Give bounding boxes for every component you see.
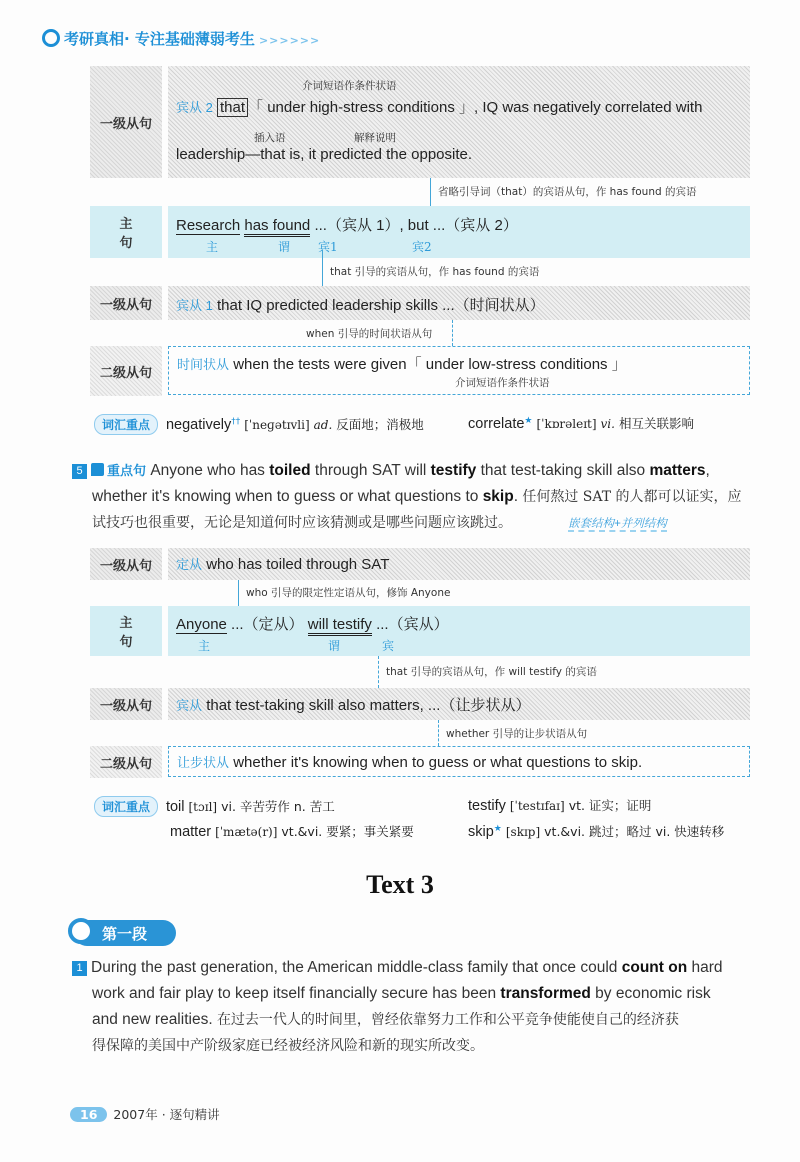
search-logo-icon bbox=[42, 29, 60, 47]
key-tag: 重点句 bbox=[107, 463, 147, 478]
text: that test-taking skill also bbox=[480, 462, 646, 479]
clause-row-b2r1 bbox=[90, 548, 750, 580]
connector-line bbox=[430, 178, 431, 206]
vocab-row-1 bbox=[94, 414, 424, 435]
clause-row-b1r3 bbox=[90, 346, 750, 396]
text-title: Text 3 bbox=[366, 870, 434, 899]
clause-label: 二级从句 bbox=[90, 346, 162, 396]
sentence-1 bbox=[72, 955, 762, 1059]
role-object1: 宾1 bbox=[318, 240, 338, 254]
role-object: 宾 bbox=[382, 639, 395, 653]
vocab-def: 相互关联影响 bbox=[618, 416, 694, 431]
vocab-word: skip bbox=[468, 824, 494, 840]
clause-body: whether it's knowing when to guess or what questions to skip. bbox=[233, 754, 643, 771]
page-number: 16 bbox=[70, 1107, 107, 1122]
note-that-object: that 引导的宾语从句，作 has found 的宾语 bbox=[330, 266, 540, 278]
star-icon: ★ bbox=[493, 823, 502, 834]
vocab-word: negatively bbox=[165, 417, 232, 433]
main-label: 主 句 bbox=[90, 206, 162, 258]
connector-line bbox=[438, 720, 439, 746]
flag-icon bbox=[91, 463, 104, 476]
vocab-word: testify bbox=[468, 798, 506, 814]
main-rest: ...（定从） bbox=[231, 616, 304, 633]
role-verb: 谓 bbox=[278, 240, 291, 254]
translation: 得保障的美国中产阶级家庭已经被经济风险和新的现实所改变。 bbox=[92, 1038, 484, 1054]
vocab-def: vi. 辛苦劳作 n. 苦工 bbox=[221, 799, 335, 814]
keyword: testify bbox=[430, 462, 477, 479]
clause-row-b2r3 bbox=[90, 746, 750, 778]
search-circle-icon bbox=[68, 918, 94, 944]
verb: will testify bbox=[308, 616, 372, 636]
clause-body: that test-taking skill also matters, ...（让步状从） bbox=[206, 697, 531, 714]
main-text bbox=[176, 613, 449, 634]
note-when: when 引导的时间状语从句 bbox=[306, 328, 433, 340]
clause-row-b1r1 bbox=[90, 66, 750, 178]
vocab-row-2b bbox=[468, 796, 651, 814]
clause-body: when the tests were given「 under low-stress conditions 」 bbox=[233, 356, 627, 373]
main-clause-row-b1 bbox=[90, 206, 750, 258]
clause-tag: 让步状从 bbox=[177, 755, 230, 770]
subject: Anyone bbox=[176, 616, 227, 633]
vocab-ipa: [skɪp] bbox=[505, 825, 541, 839]
vocab-word: correlate bbox=[468, 416, 525, 432]
sentence-number: 1 bbox=[72, 961, 87, 976]
connector-line bbox=[238, 580, 239, 606]
star-icon: †† bbox=[231, 416, 241, 427]
note-whether: whether 引导的让步状语从句 bbox=[446, 728, 588, 740]
sentence-number: 5 bbox=[72, 464, 87, 479]
translation: 在过去一代人的时间里，曾经依靠努力工作和公平竞争使能使自己的经济获 bbox=[216, 1012, 679, 1028]
vocab-def: vt.&vi. 要紧；事关紧要 bbox=[281, 824, 414, 839]
note-omitted-that: 省略引导词（that）的宾语从句，作 has found 的宾语 bbox=[438, 186, 697, 198]
vocab-def: vt. 证实；证明 bbox=[568, 798, 652, 813]
keyword: count on bbox=[621, 959, 688, 976]
footer-text: 2007年 · 逐句精讲 bbox=[113, 1107, 220, 1122]
vocab-ipa: [ˈtestɪfaɪ] bbox=[509, 799, 565, 813]
clause-label: 一级从句 bbox=[90, 688, 162, 720]
translation: 任何熬过 SAT 的人都可以证实，应 bbox=[522, 489, 742, 505]
text: through SAT will bbox=[314, 462, 427, 479]
text: by economic risk bbox=[595, 985, 711, 1002]
clause-box bbox=[168, 548, 750, 580]
clause-box bbox=[168, 688, 750, 720]
connector-line bbox=[452, 320, 453, 346]
brand: 考研真相 bbox=[64, 30, 125, 48]
bracket-phrase: 「 under high-stress conditions 」 bbox=[248, 99, 474, 116]
vocab-row-2a bbox=[94, 796, 335, 817]
vocab-pos: vi. bbox=[600, 417, 615, 431]
clause-box bbox=[168, 66, 750, 178]
star-icon: ★ bbox=[524, 415, 533, 426]
text: work and fair play to keep itself financially secure has been bbox=[92, 985, 497, 1002]
text: and new realities. bbox=[92, 1011, 213, 1028]
note-that: that 引导的宾语从句，作 will testify 的宾语 bbox=[386, 666, 597, 678]
vocab-row-2d bbox=[468, 822, 724, 840]
vocab-ipa: [ˈmætə(r)] bbox=[215, 825, 278, 839]
clause-tag: 时间状从 bbox=[177, 357, 230, 372]
main-text bbox=[176, 214, 518, 235]
clause-label: 一级从句 bbox=[90, 548, 162, 580]
clause-box bbox=[168, 746, 750, 777]
clause-body: that IQ predicted leadership skills ...（时间状从） bbox=[217, 297, 545, 314]
role-object2: 宾2 bbox=[412, 240, 432, 254]
text: Anyone who has bbox=[150, 462, 265, 479]
vocab-pos: ad. bbox=[313, 418, 333, 432]
vocab-tag: 词汇重点 bbox=[94, 414, 158, 435]
vocab-ipa: [ˈneɡətɪvli] bbox=[244, 418, 310, 432]
translation: 试技巧也很重要，无论是知道何时应该猜测或是哪些问题应该跳过。 bbox=[92, 515, 512, 531]
vocab-tag: 词汇重点 bbox=[94, 796, 158, 817]
keyword: toiled bbox=[269, 462, 311, 479]
text: whether it's knowing when to guess or what questions to bbox=[92, 488, 479, 505]
clause-tag: 宾从 1 bbox=[176, 298, 213, 313]
subject: Research bbox=[176, 217, 241, 234]
vocab-def: 反面地；消极地 bbox=[336, 417, 424, 432]
clause-box bbox=[168, 346, 750, 395]
clause-tag: 宾从 bbox=[176, 698, 203, 713]
vocab-def: vt.&vi. 跳过；略过 vi. 快速转移 bbox=[544, 824, 725, 839]
clause-label: 二级从句 bbox=[90, 746, 162, 778]
clause-body: who has toiled through SAT bbox=[206, 556, 390, 573]
role-subject: 主 bbox=[198, 639, 211, 653]
section-badge bbox=[74, 920, 176, 946]
main-box bbox=[168, 206, 750, 258]
note-explanation: 解释说明 bbox=[354, 132, 396, 144]
main-rest: ...（宾从 1）, but ...（宾从 2） bbox=[314, 217, 518, 234]
vocab-ipa: [ˈkɒrəleɪt] bbox=[536, 417, 597, 431]
text: hard bbox=[691, 959, 723, 976]
clause-tag: 定从 bbox=[176, 557, 203, 572]
page-footer bbox=[70, 1105, 220, 1123]
vocab-ipa: [tɔɪl] bbox=[188, 800, 218, 814]
connector-line bbox=[322, 250, 323, 286]
clause-rest: , IQ was negatively correlated with bbox=[474, 99, 703, 116]
clause-box bbox=[168, 286, 750, 320]
clause-text bbox=[176, 294, 545, 315]
clause-text bbox=[177, 353, 627, 374]
structure-note: 嵌套结构+并列结构 bbox=[568, 518, 667, 530]
vocab-row-2c bbox=[170, 822, 414, 840]
text: During the past generation, the American middle-class family that once could bbox=[91, 959, 618, 976]
page-header bbox=[42, 28, 320, 49]
main-label: 主 句 bbox=[90, 606, 162, 656]
connector-line bbox=[378, 656, 379, 688]
main-rest: ...（宾从） bbox=[376, 616, 449, 633]
vocab-word: matter bbox=[170, 824, 212, 840]
clause-row-b2r2 bbox=[90, 688, 750, 720]
note-adverbial: 介词短语作条件状语 bbox=[302, 80, 397, 92]
sentence-5: 5 重点句 Anyone who has toiled through SAT will testify that test-taking skill also matters, whether it's knowing when to guess or what questions to skip. 任何熬过 SAT 的人都可以证实，应 试技巧也很重要，无论是知道何时应该猜测或是哪些问题应该跳过。 嵌套结构+并列结构 bbox=[72, 458, 752, 537]
clause-text bbox=[176, 554, 389, 573]
keyword: skip bbox=[482, 488, 514, 505]
main-clause-row-b2 bbox=[90, 606, 750, 656]
role-verb: 谓 bbox=[328, 639, 341, 653]
keyword: transformed bbox=[500, 985, 591, 1002]
verb: has found bbox=[244, 217, 310, 237]
clause-text bbox=[177, 752, 642, 771]
note-who: who 引导的限定性定语从句，修饰 Anyone bbox=[246, 587, 451, 599]
vocab-row-1b bbox=[468, 414, 694, 432]
vocab-word: toil bbox=[165, 799, 185, 815]
clause-text-line1 bbox=[176, 96, 702, 117]
note-insertion: 插入语 bbox=[254, 132, 286, 144]
clause-label: 一级从句 bbox=[90, 286, 162, 320]
main-box bbox=[168, 606, 750, 656]
section-label: 第一段 bbox=[102, 924, 148, 943]
clause-text bbox=[176, 694, 530, 715]
role-subject: 主 bbox=[206, 240, 219, 254]
clause-label: 一级从句 bbox=[90, 66, 162, 178]
clause-tag: 宾从 2 bbox=[176, 100, 213, 115]
clause-row-b1r2 bbox=[90, 286, 750, 320]
arrows-icon: >>>>>> bbox=[258, 34, 321, 47]
header-subtitle: · 专注基础薄弱考生 bbox=[124, 30, 255, 48]
conjunction-that: that bbox=[217, 98, 248, 117]
clause-text-line2: leadership—that is, it predicted the opposite. bbox=[176, 146, 473, 163]
note-condition: 介词短语作条件状语 bbox=[455, 377, 550, 389]
keyword: matters bbox=[649, 462, 706, 479]
